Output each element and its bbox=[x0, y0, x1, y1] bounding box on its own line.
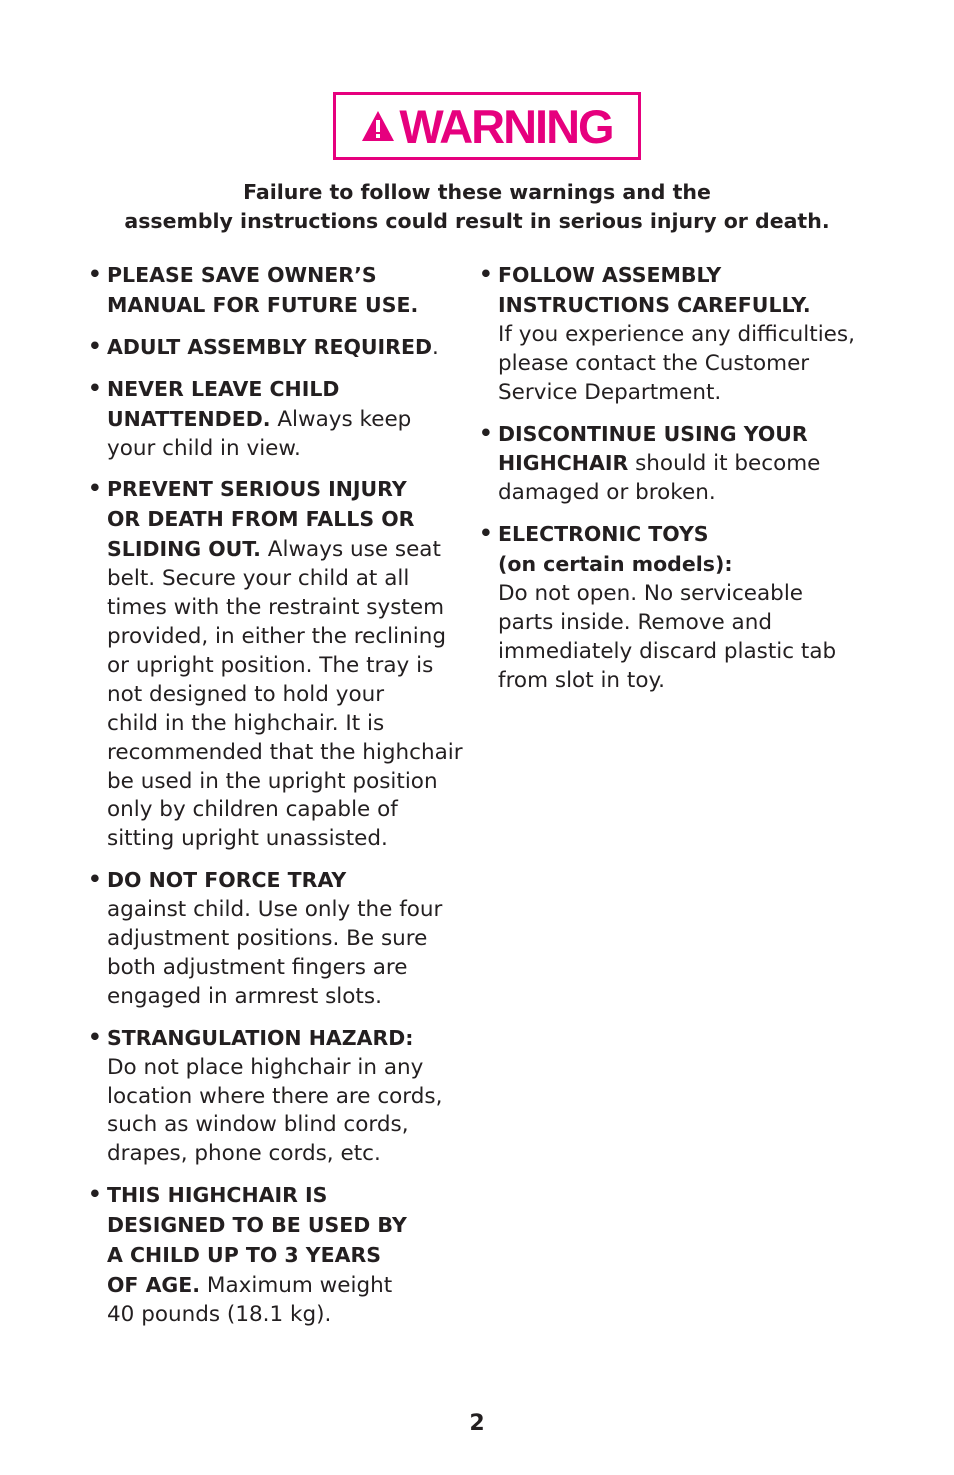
bullet: • bbox=[88, 1024, 102, 1050]
warning-item-age-limit bbox=[88, 1181, 468, 1330]
warning-heading: ADULT ASSEMBLY REQUIRED bbox=[107, 334, 432, 359]
bullet: • bbox=[88, 476, 102, 502]
warning-body: Maximum weight 40 pounds (18.1 kg). bbox=[107, 1273, 393, 1327]
intro-line-1: Failure to follow these warnings and the bbox=[243, 180, 711, 204]
warning-heading: THIS HIGHCHAIR IS DESIGNED TO BE USED BY A CHILD UP TO 3 YEARS OF AGE. bbox=[107, 1183, 407, 1297]
warning-item-save-manual bbox=[88, 261, 468, 321]
warning-triangle-icon bbox=[361, 110, 395, 142]
warning-heading: PLEASE SAVE OWNER’S MANUAL FOR FUTURE USE. bbox=[107, 263, 419, 317]
warning-body: If you experience any difficulties, please contact the Customer Service Department. bbox=[498, 321, 855, 405]
warning-body: Always keep your child in view. bbox=[107, 406, 412, 461]
bullet: • bbox=[479, 420, 493, 446]
warning-heading: FOLLOW ASSEMBLY INSTRUCTIONS CAREFULLY. bbox=[498, 263, 811, 317]
warning-item-electronic-toys bbox=[479, 520, 859, 695]
bullet: • bbox=[88, 262, 102, 287]
bullet: • bbox=[88, 333, 102, 359]
warning-heading: DISCONTINUE USING YOUR HIGHCHAIR bbox=[498, 421, 808, 476]
warning-item-strangulation-hazard bbox=[88, 1024, 468, 1170]
warning-heading: PREVENT SERIOUS INJURY OR DEATH FROM FALLS OR SLIDING OUT. bbox=[107, 477, 415, 562]
warning-body: Do not open. No serviceable parts inside. Remove and immediately discard plastic tab from slot in toy. bbox=[498, 581, 837, 693]
bullet: • bbox=[88, 867, 102, 893]
bullet: • bbox=[88, 1182, 102, 1208]
page-number: 2 bbox=[469, 1411, 485, 1436]
warning-item-discontinue-use bbox=[479, 420, 859, 509]
warning-body: Always use seat belt. Secure your child at all times with the restraint system provided, in either the reclining or upright position. The tray is not designed to hold your child in the highchair. It is recommended that the highchair be used in the upright position only by children capable of sitting upright unassisted. bbox=[107, 537, 463, 852]
warning-banner bbox=[333, 92, 641, 160]
bullet: • bbox=[479, 262, 493, 287]
bullet: • bbox=[479, 521, 493, 547]
warning-heading: DO NOT FORCE TRAY bbox=[107, 868, 347, 893]
intro-line-2: assembly instructions could result in serious injury or death. bbox=[124, 209, 830, 233]
warning-item-follow-instructions bbox=[479, 261, 859, 408]
warning-body: should it become damaged or broken. bbox=[498, 451, 821, 506]
warning-item-never-leave-child bbox=[88, 375, 468, 464]
bullet: • bbox=[88, 375, 102, 401]
warning-body: . bbox=[431, 334, 439, 360]
warning-item-prevent-injury bbox=[88, 475, 468, 854]
warning-body: Do not place highchair in any location where there are cords, such as window blind cords, drapes, phone cords, etc. bbox=[107, 1054, 443, 1167]
left-warning-column bbox=[88, 261, 468, 1342]
intro-statement bbox=[60, 178, 894, 236]
warning-heading: ELECTRONIC TOYS (on certain models): bbox=[498, 522, 733, 577]
warning-heading: NEVER LEAVE CHILD UNATTENDED. bbox=[107, 376, 340, 431]
warning-item-do-not-force-tray bbox=[88, 866, 468, 1012]
warning-heading: STRANGULATION HAZARD: bbox=[107, 1025, 414, 1050]
right-warning-column bbox=[479, 261, 859, 708]
warning-title: WARNING bbox=[399, 99, 613, 153]
warning-item-adult-assembly bbox=[88, 333, 468, 363]
warning-body: against child. Use only the four adjustment positions. Be sure both adjustment fingers are engaged in armrest slots. bbox=[107, 897, 443, 1009]
